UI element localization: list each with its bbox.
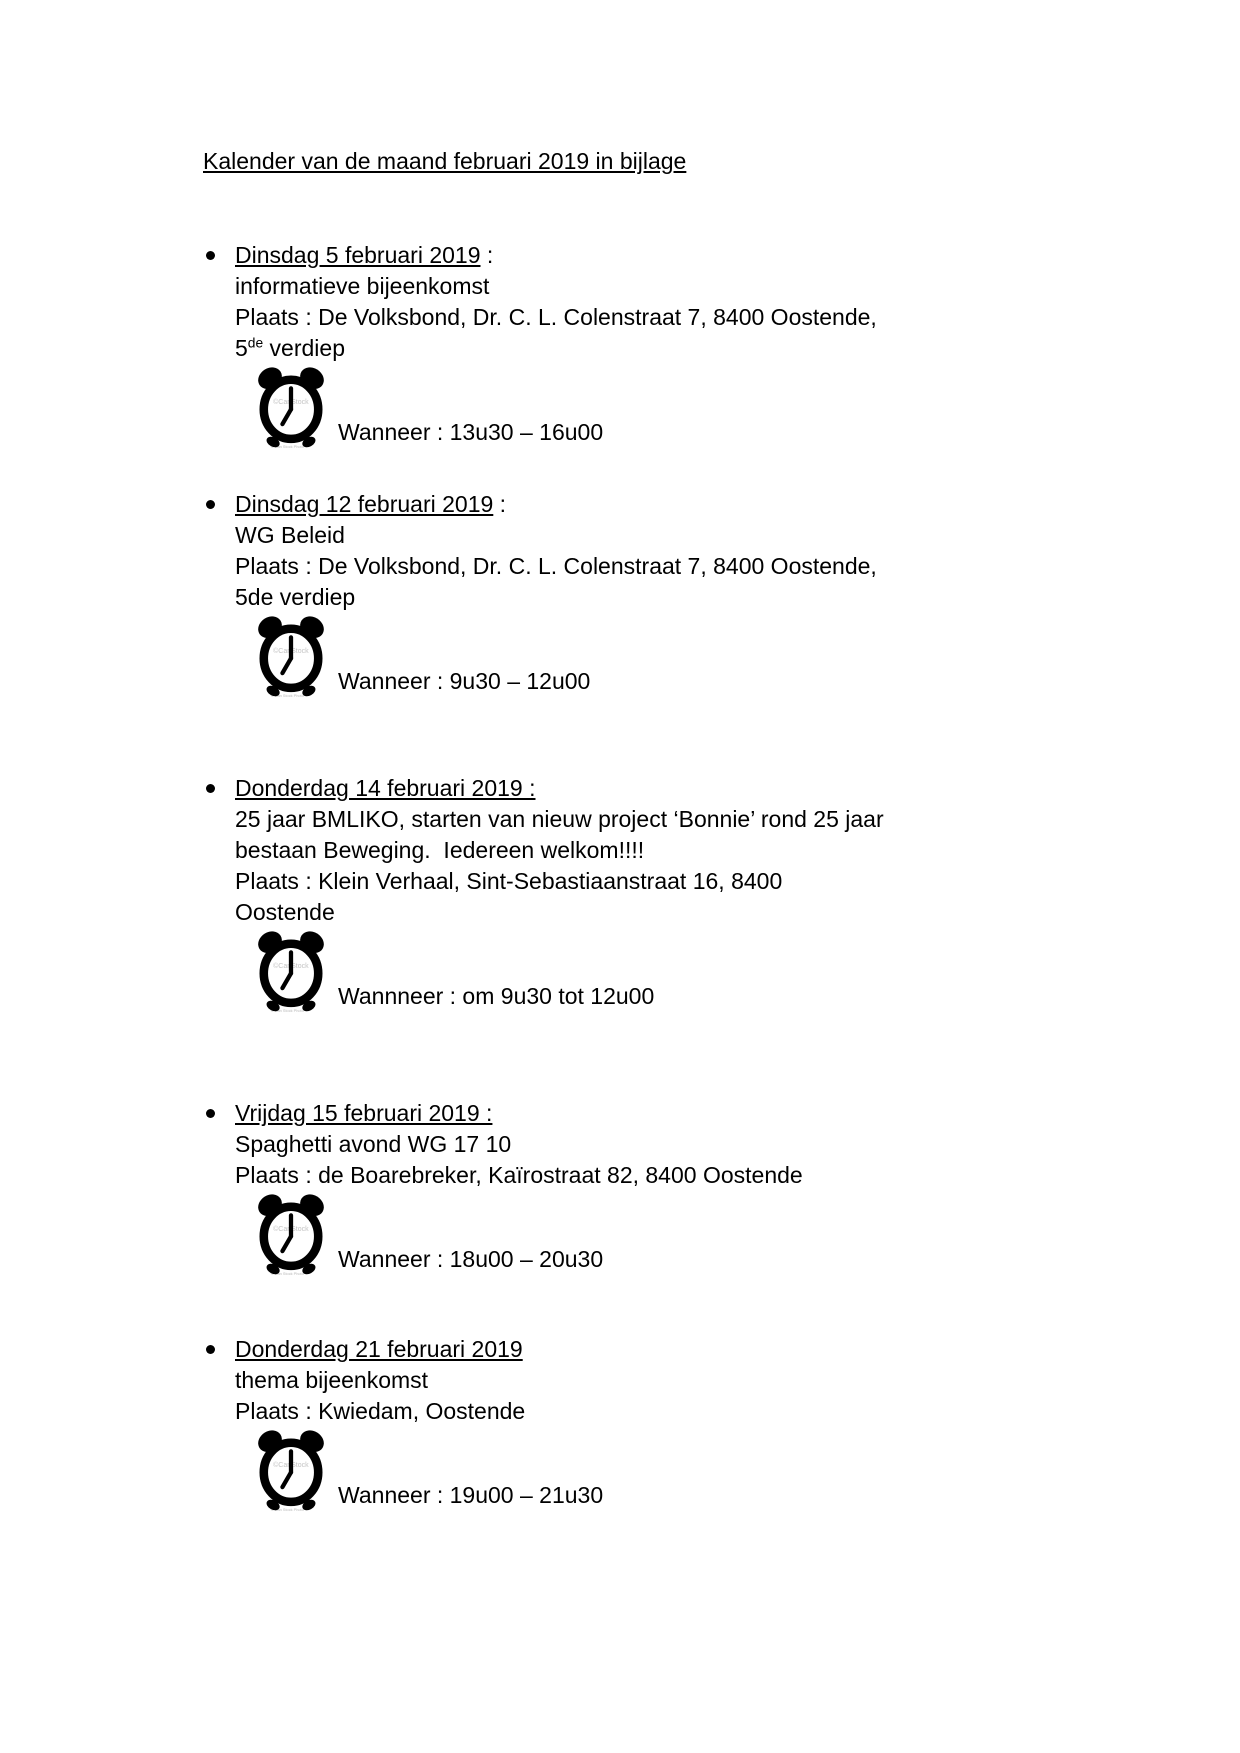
event-time: Wanneer : 18u00 – 20u30	[338, 1246, 604, 1272]
event-date	[235, 240, 1240, 271]
event-detail-line: 25 jaar BMLIKO, starten van nieuw project ‘Bonnie’ rond 25 jaar	[235, 806, 884, 832]
floor-ordinal: de	[247, 335, 264, 351]
watermark-footer-text: © Can Stock Photo	[270, 1008, 304, 1013]
alarm-clock-icon	[252, 1192, 330, 1276]
page-title: Kalender van de maand februari 2019 in bijlage	[203, 148, 687, 174]
event-list	[0, 240, 1240, 1512]
event-time-row	[235, 1192, 1240, 1276]
event-item	[235, 1334, 1240, 1512]
alarm-clock-icon	[252, 614, 330, 698]
event-detail-line: Plaats : Kwiedam, Oostende	[235, 1398, 526, 1424]
event-time: Wanneer : 9u30 – 12u00	[338, 668, 591, 694]
floor-number: 5	[235, 335, 248, 361]
watermark-text: ©CanStock	[273, 962, 309, 970]
event-detail-line: Plaats : De Volksbond, Dr. C. L. Colenstraat 7, 8400 Oostende,	[235, 304, 877, 330]
event-date-text: Dinsdag 12 februari 2019	[235, 491, 494, 517]
event-item	[235, 1098, 1240, 1276]
event-detail-line: Plaats : Klein Verhaal, Sint-Sebastiaanstraat 16, 8400	[235, 868, 783, 894]
event-time-row	[235, 365, 1240, 449]
watermark-text: ©CanStock	[273, 1461, 309, 1469]
event-time: Wanneer : 13u30 – 16u00	[338, 419, 604, 445]
event-item	[235, 240, 1240, 449]
event-time-row	[235, 929, 1240, 1013]
alarm-clock-icon	[252, 929, 330, 1013]
event-time-row	[235, 1428, 1240, 1512]
floor-rest: verdiep	[263, 335, 345, 361]
event-item	[235, 773, 1240, 1013]
event-date-suffix: :	[493, 491, 507, 517]
event-date	[235, 773, 1240, 804]
watermark-footer-text: © Can Stock Photo	[270, 444, 304, 449]
event-detail-line: Plaats : De Volksbond, Dr. C. L. Colenstraat 7, 8400 Oostende,	[235, 553, 877, 579]
event-item	[235, 489, 1240, 698]
watermark-footer-text: © Can Stock Photo	[270, 1507, 304, 1512]
event-date	[235, 1334, 1240, 1365]
event-date	[235, 1098, 1240, 1129]
event-date-suffix: :	[480, 242, 494, 268]
watermark-text: ©CanStock	[273, 398, 309, 406]
watermark-text: ©CanStock	[273, 1225, 309, 1233]
event-detail-line: informatieve bijeenkomst	[235, 273, 490, 299]
event-detail-line: WG Beleid	[235, 522, 345, 548]
event-date-text: Vrijdag 15 februari 2019 :	[235, 1100, 493, 1126]
event-date-text: Donderdag 14 februari 2019 :	[235, 775, 536, 801]
event-detail-line: Plaats : de Boarebreker, Kaïrostraat 82, 8400 Oostende	[235, 1162, 803, 1188]
event-detail-line: Spaghetti avond WG 17 10	[235, 1131, 512, 1157]
watermark-footer-text: © Can Stock Photo	[270, 693, 304, 698]
event-time: Wanneer : 19u00 – 21u30	[338, 1482, 604, 1508]
alarm-clock-icon	[252, 1428, 330, 1512]
event-detail-line: Oostende	[235, 899, 335, 925]
event-detail-line: thema bijeenkomst	[235, 1367, 429, 1393]
watermark-footer-text: © Can Stock Photo	[270, 1271, 304, 1276]
alarm-clock-icon	[252, 365, 330, 449]
watermark-text: ©CanStock	[273, 647, 309, 655]
event-date-text: Donderdag 21 februari 2019	[235, 1336, 523, 1362]
event-floor-line	[235, 333, 1240, 364]
event-detail-line: 5de verdiep	[235, 584, 356, 610]
event-date-text: Dinsdag 5 februari 2019	[235, 242, 481, 268]
event-time-row	[235, 614, 1240, 698]
event-date	[235, 489, 1240, 520]
event-time: Wannneer : om 9u30 tot 12u00	[338, 983, 655, 1009]
event-detail-line: bestaan Beweging. Iedereen welkom!!!!	[235, 837, 645, 863]
